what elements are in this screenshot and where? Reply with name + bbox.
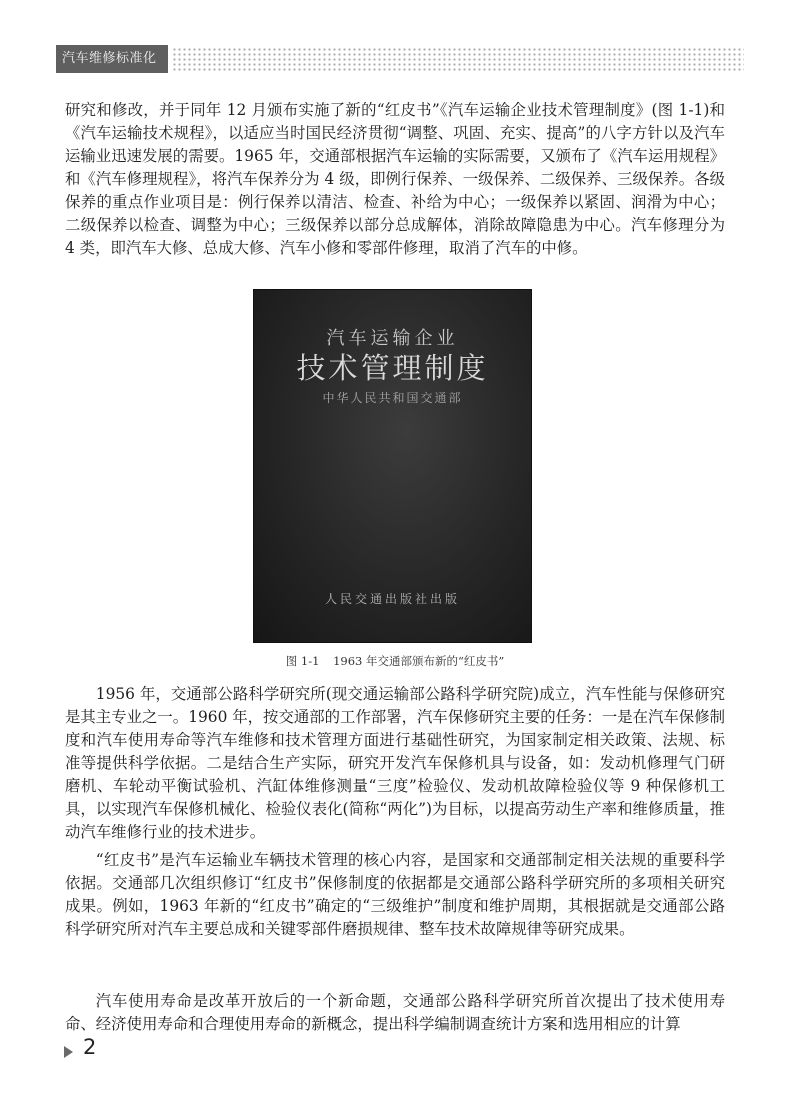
page-arrow-icon <box>64 1046 73 1058</box>
running-header <box>56 45 744 73</box>
cover-publisher: 人民交通出版社出版 <box>324 592 460 606</box>
cover-title-line-1: 汽车运输企业 <box>326 328 459 349</box>
figure-caption <box>0 653 790 669</box>
caption-text: 1963 年交通部颁布新的“红皮书” <box>333 654 505 668</box>
body-paragraph-3: “红皮书”是汽车运输业车辆技术管理的核心内容，是国家和交通部制定相关法规的重要科学依据。交通部几次组织修订“红皮书”保修制度的依据都是交通部公路科学研究所的多项相关研究成果。例如，1963 年新的“红皮书”确定的“三级维护”制度和维护周期，其根据就是交通部公路科学研究所对汽车主要总成和关键零部件磨损规律、整车技术故障规律等研究成果。 <box>65 851 725 938</box>
figure-book-cover <box>253 289 532 643</box>
body-paragraph-2: 1956 年，交通部公路科学研究所(现交通运输部公路科学研究院)成立，汽车性能与保修研究是其主专业之一。1960 年，按交通部的工作部署，汽车保修研究主要的任务：一是在汽车保修制度和汽车使用寿命等汽车维修和技术管理方面进行基础性研究，为国家制定相关政策、法规、标准等提供科学依据。二是结合生产实际，研究开发汽车保修机具与设备，如：发动机修理气门研磨机、车轮动平衡试验机、汽缸体维修测量“三度”检验仪、发动机故障检验仪等 9 种保修机工具，以实现汽车保修机械化、检验仪表化(简称“两化”)为目标，以提高劳动生产率和维修质量，推动汽车维修行业的技术进步。 <box>65 685 725 841</box>
cover-issuer: 中华人民共和国交通部 <box>322 391 463 405</box>
body-paragraph-1: 研究和修改，并于同年 12 月颁布实施了新的“红皮书”《汽车运输企业技术管理制度》(图 1-1)和《汽车运输技术规程》，以适应当时国民经济贯彻“调整、巩固、充实、提高”的八字方针以及汽车运输业迅速发展的需要。1965 年，交通部根据汽车运输的实际需要，又颁布了《汽车运用规程》和《汽车修理规程》，将汽车保养分为 4 级，即例行保养、一级保养、二级保养、三级保养。各级保养的重点作业项目是：例行保养以清洁、检查、补给为中心；一级保养以紧固、润滑为中心；二级保养以检查、调整为中心；三级保养以部分总成解体，消除故障隐患为中心。汽车修理分为 4 类，即汽车大修、总成大修、汽车小修和零部件修理，取消了汽车的中修。 <box>65 101 725 257</box>
running-title: 汽车维修标准化 <box>56 45 168 73</box>
body-paragraph-4: 汽车使用寿命是改革开放后的一个新命题，交通部公路科学研究所首次提出了技术使用寿命、经济使用寿命和合理使用寿命的新概念，提出科学编制调查统计方案和选用相应的计算 <box>65 992 725 1033</box>
header-dot-pattern <box>172 47 744 71</box>
cover-title-line-2: 技术管理制度 <box>296 351 489 385</box>
caption-number: 图 1-1 <box>285 654 320 668</box>
page-number: 2 <box>83 1035 97 1059</box>
